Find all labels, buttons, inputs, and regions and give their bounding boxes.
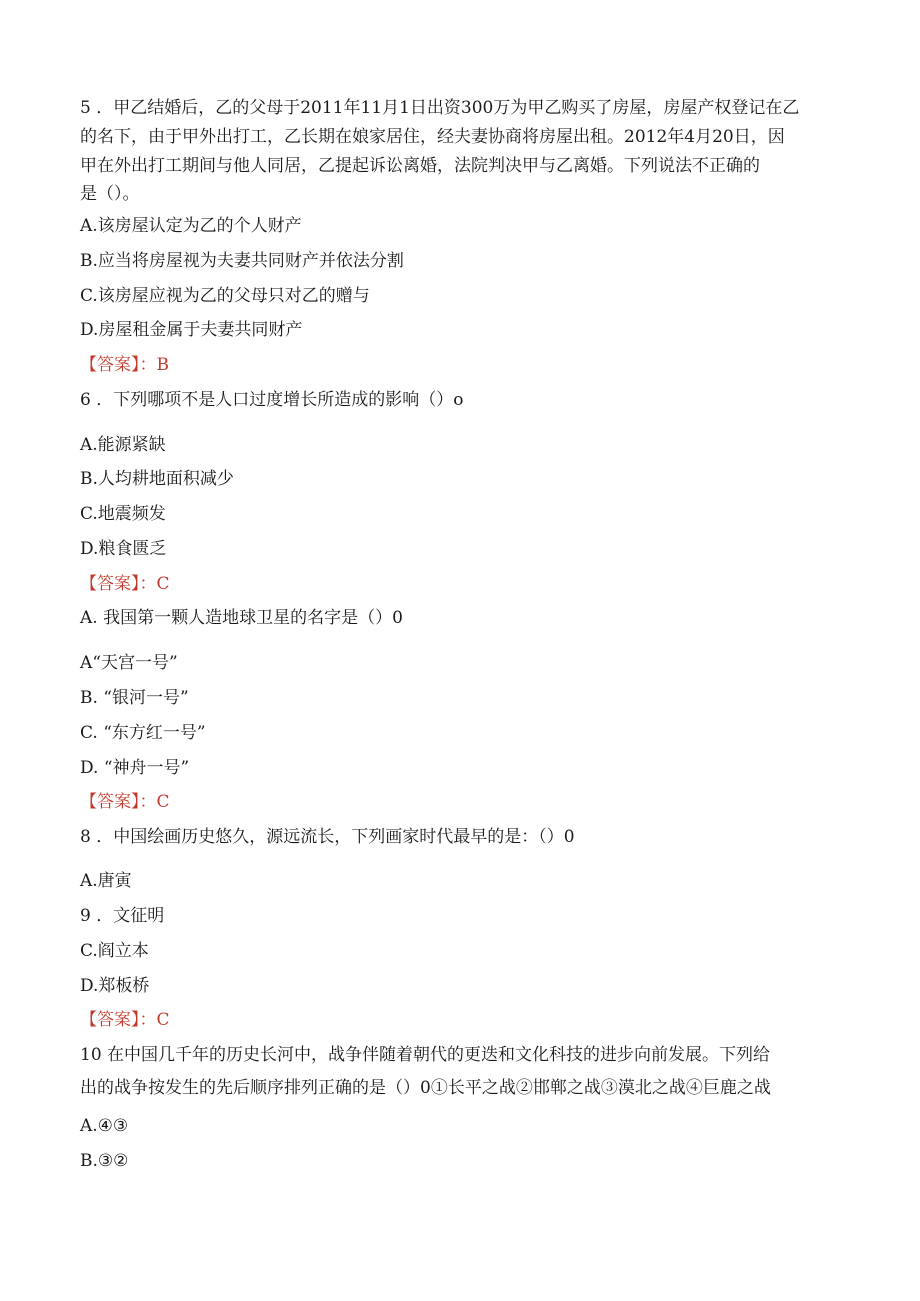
q7-option-b: B. “银河一号” <box>80 688 189 708</box>
q6-option-a: A.能源紧缺 <box>80 435 166 455</box>
q8-option-d: D.郑板桥 <box>80 976 150 996</box>
q10-option-b: B.③② <box>80 1151 129 1171</box>
q5-option-b: B.应当将房屋视为夫妻共同财产并依法分割 <box>80 251 404 271</box>
q7-answer: 【答案】：C <box>80 792 170 812</box>
q6-text: 6 ．下列哪项不是人口过度增长所造成的影响（）o <box>80 390 464 410</box>
q8-option-c: C.阎立本 <box>80 941 149 961</box>
q5-option-a: A.该房屋认定为乙的个人财产 <box>80 216 302 236</box>
q5-text-line-3: 甲在外出打工期间与他人同居，乙提起诉讼离婚，法院判决甲与乙离婚。下列说法不正确的 <box>80 156 760 176</box>
q6-option-d: D.粮食匮乏 <box>80 539 167 559</box>
q5-answer: 【答案】：B <box>80 355 169 375</box>
q7-option-a: A“天宫一号” <box>80 653 178 673</box>
q8-option-b: 9 ．文征明 <box>80 906 165 926</box>
q10-text-line-2: 出的战争按发生的先后顺序排列正确的是（）0①长平之战②邯郸之战③漠北之战④巨鹿之战 <box>80 1078 771 1098</box>
q10-text-line-1: 10 在中国几千年的历史长河中，战争伴随着朝代的更迭和文化科技的进步向前发展。下列给 <box>80 1045 771 1065</box>
q8-answer: 【答案】：C <box>80 1010 170 1030</box>
q6-option-b: B.人均耕地面积减少 <box>80 469 234 489</box>
q5-option-d: D.房屋租金属于夫妻共同财产 <box>80 320 303 340</box>
q6-answer: 【答案】：C <box>80 574 170 594</box>
q7-option-d: D. “神舟一号” <box>80 758 190 778</box>
q5-option-c: C.该房屋应视为乙的父母只对乙的赠与 <box>80 286 370 306</box>
q5-text-line-1: 5 ．甲乙结婚后，乙的父母于2011年11月1日出资300万为甲乙购买了房屋，房屋产权登记在乙 <box>80 98 800 118</box>
q8-text: 8 ．中国绘画历史悠久，源远流长，下列画家时代最早的是：（）0 <box>80 827 575 847</box>
q6-option-c: C.地震频发 <box>80 504 166 524</box>
q8-option-a: A.唐寅 <box>80 871 132 891</box>
q5-text-line-4: 是（）。 <box>80 184 140 204</box>
q5-text-line-2: 的名下，由于甲外出打工，乙长期在娘家居住，经夫妻协商将房屋出租。2012年4月20日，因 <box>80 127 785 147</box>
q10-option-a: A.④③ <box>80 1116 129 1136</box>
q7-text: A. 我国第一颗人造地球卫星的名字是（）0 <box>80 608 403 628</box>
q7-option-c: C. “东方红一号” <box>80 723 206 743</box>
